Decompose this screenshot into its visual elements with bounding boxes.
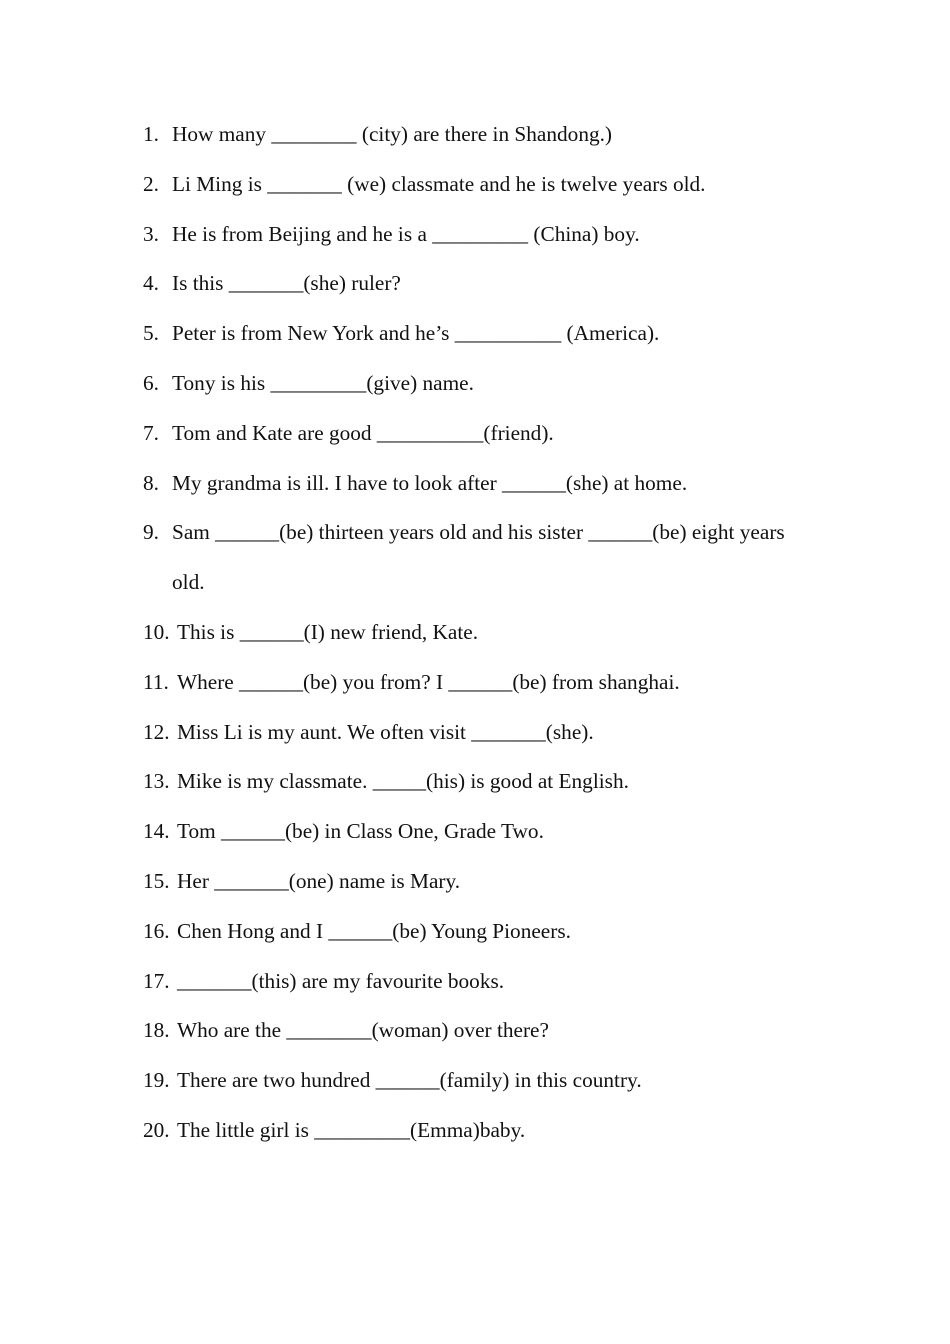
exercise-number: 11. — [143, 669, 169, 694]
exercise-number: 1. — [143, 122, 159, 146]
exercise-list — [143, 110, 843, 1156]
exercise-text: _______(this) are my favourite books. — [177, 968, 505, 993]
exercise-number: 16. — [143, 918, 170, 943]
exercise-number: 20. — [143, 1117, 170, 1142]
exercise-item-20 — [143, 1106, 843, 1156]
exercise-item-1 — [143, 110, 843, 160]
exercise-number: 14. — [143, 819, 170, 844]
exercise-text: There are two hundred ______(family) in this country. — [177, 1068, 642, 1093]
exercise-text: Sam ______(be) thirteen years old and his sister ______(be) eight years old. — [172, 520, 785, 595]
exercise-number: 6. — [143, 370, 159, 395]
exercise-number: 7. — [143, 420, 159, 445]
exercise-number: 2. — [143, 171, 159, 196]
exercise-number: 4. — [143, 271, 159, 296]
exercise-text: Chen Hong and I ______(be) Young Pioneers. — [177, 918, 571, 943]
exercise-item-11 — [143, 658, 843, 708]
exercise-item-3 — [143, 210, 843, 260]
exercise-item-17 — [143, 957, 843, 1007]
exercise-number: 10. — [143, 619, 170, 644]
exercise-item-10 — [143, 608, 843, 658]
exercise-item-7 — [143, 409, 843, 459]
exercise-text: Peter is from New York and he’s __________ (America). — [172, 321, 660, 346]
exercise-item-8 — [143, 459, 843, 509]
exercise-item-13 — [143, 757, 843, 807]
exercise-item-18 — [143, 1006, 843, 1056]
exercise-item-5 — [143, 309, 843, 359]
exercise-text: Tom ______(be) in Class One, Grade Two. — [177, 819, 544, 844]
exercise-item-14 — [143, 807, 843, 857]
exercise-number: 19. — [143, 1068, 170, 1093]
exercise-number: 12. — [143, 719, 170, 744]
exercise-number: 8. — [143, 470, 159, 495]
exercise-item-6 — [143, 359, 843, 409]
exercise-text: Tony is his _________(give) name. — [172, 370, 474, 395]
exercise-item-4 — [143, 259, 843, 309]
exercise-number: 13. — [143, 769, 170, 794]
exercise-number: 9. — [143, 520, 159, 545]
exercise-item-19 — [143, 1056, 843, 1106]
exercise-text: Li Ming is _______ (we) classmate and he is twelve years old. — [172, 171, 706, 196]
exercise-text: Tom and Kate are good __________(friend). — [172, 420, 554, 445]
exercise-number: 15. — [143, 868, 170, 893]
exercise-text: The little girl is _________(Emma)baby. — [177, 1117, 526, 1142]
exercise-item-16 — [143, 907, 843, 957]
exercise-item-15 — [143, 857, 843, 907]
exercise-text: Who are the ________(woman) over there? — [177, 1018, 549, 1043]
exercise-text: My grandma is ill. I have to look after ______(she) at home. — [172, 470, 688, 495]
exercise-item-12 — [143, 708, 843, 758]
exercise-text: Mike is my classmate. _____(his) is good at English. — [177, 769, 629, 794]
exercise-text: Where ______(be) you from? I ______(be) from shanghai. — [177, 669, 680, 694]
exercise-text: How many ________ (city) are there in Shandong.) — [172, 122, 613, 146]
exercise-number: 17. — [143, 968, 170, 993]
exercise-text: He is from Beijing and he is a _________ (China) boy. — [172, 221, 640, 246]
exercise-item-9 — [143, 508, 843, 608]
exercise-text: Miss Li is my aunt. We often visit _______(she). — [177, 719, 594, 744]
exercise-text: Her _______(one) name is Mary. — [177, 868, 461, 893]
exercise-number: 5. — [143, 321, 159, 346]
exercise-text: Is this _______(she) ruler? — [172, 271, 401, 296]
exercise-item-2 — [143, 160, 843, 210]
exercise-text: This is ______(I) new friend, Kate. — [177, 619, 479, 644]
exercise-number: 18. — [143, 1018, 170, 1043]
exercise-number: 3. — [143, 221, 159, 246]
